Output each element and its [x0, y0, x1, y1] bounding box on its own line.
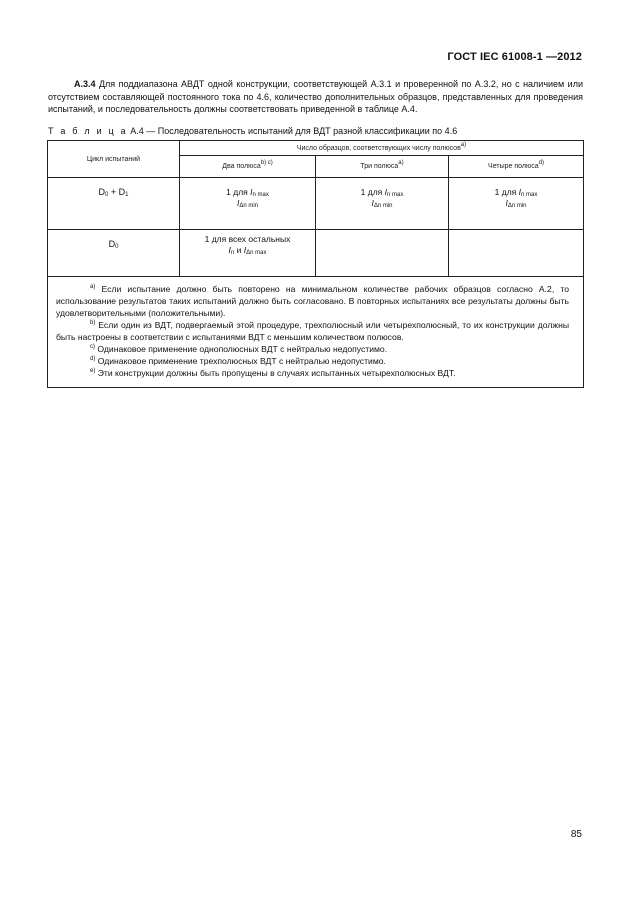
- page-number: 85: [570, 829, 582, 840]
- cell-three-pole-empty: [316, 230, 449, 277]
- symbol-sub: n max: [252, 192, 269, 198]
- cell-text: и: [234, 245, 244, 255]
- header-three-pole: [316, 156, 449, 178]
- note-text: Если один из ВДТ, подвергаемый этой процедуре, трехполюсный или четырехполюсный, то их конструкции должны быть настроены в соответствии с испытаниями ВДТ с меньшим количеством полюсов.: [56, 320, 570, 342]
- symbol-sub: Δn min: [507, 203, 527, 209]
- symbol-i: I: [228, 245, 231, 255]
- header-two-pole-note: b) c): [260, 160, 273, 167]
- symbol-sub: n max: [521, 192, 538, 198]
- table-note: [56, 319, 569, 343]
- cycle-d0-d1: [48, 178, 180, 230]
- header-three-pole-note: a): [398, 160, 404, 167]
- header-test-cycle: Цикл испытаний: [48, 141, 180, 178]
- table-notes-row: [48, 277, 584, 388]
- header-three-pole-label: Три полюса: [360, 163, 399, 171]
- standard-header: ГОСТ IEC 61008-1 —2012: [447, 51, 582, 63]
- intro-paragraph: [48, 78, 583, 116]
- note-mark: d): [90, 356, 96, 362]
- note-text: Одинаковое применение однополюсных ВДТ с нейтралью недопустимо.: [97, 344, 388, 354]
- symbol-i: I: [518, 187, 521, 197]
- header-four-pole-label: Четыре полюса: [488, 163, 539, 171]
- table-note: [56, 283, 569, 319]
- table-note: [56, 343, 569, 355]
- header-four-pole-note: d): [538, 160, 544, 167]
- table-row: [48, 230, 584, 277]
- cell-text: 1 для: [494, 187, 519, 197]
- cell-text: 1 для: [360, 187, 385, 197]
- table-notes: [48, 277, 584, 388]
- note-mark: c): [90, 344, 95, 350]
- header-four-pole: [449, 156, 584, 178]
- clause-number: А.3.4: [74, 79, 96, 89]
- cycle-subscript-2: 1: [125, 192, 129, 198]
- symbol-i: I: [243, 245, 247, 255]
- cell-four-pole: [449, 178, 584, 230]
- test-sequence-table: [47, 140, 584, 388]
- note-text: Эти конструкции должны быть пропущены в случаях испытанных четырехполюсных ВДТ.: [97, 368, 456, 378]
- cycle-plus: + D: [108, 187, 126, 197]
- header-sample-count: [180, 141, 584, 156]
- cell-two-pole: [180, 178, 316, 230]
- table-caption-prefix: Т а б л и ц а: [48, 126, 128, 136]
- note-mark: e): [90, 368, 96, 374]
- note-mark: b): [90, 320, 96, 326]
- symbol-sub: Δn max: [246, 250, 267, 256]
- cycle-letter: D: [98, 187, 106, 197]
- table-note: [56, 355, 569, 367]
- cell-two-pole: [180, 230, 316, 277]
- symbol-i: I: [505, 198, 508, 208]
- cell-text: 1 для: [226, 187, 251, 197]
- header-sample-count-label: Число образцов, соответствующих числу полюсов: [296, 144, 461, 152]
- table-row: [48, 178, 584, 230]
- table-caption: [48, 126, 457, 136]
- table-note: [56, 367, 569, 379]
- header-two-pole-label: Два полюса: [222, 163, 261, 171]
- note-mark: a): [90, 284, 96, 290]
- note-text: Одинаковое применение трехполюсных ВДТ с нейтралью недопустимо.: [97, 356, 386, 366]
- cell-text: 1 для всех остальных: [204, 234, 291, 244]
- symbol-i: I: [250, 187, 253, 197]
- cycle-letter: D: [108, 239, 116, 249]
- symbol-sub: n: [230, 250, 235, 256]
- cell-three-pole: [316, 178, 449, 230]
- note-text: Если испытание должно быть повторено на минимальном количестве рабочих образцов согласно А.2, то использование результатов таких испытаний должно быть согласовано. В повторных испытаниях все результаты должны быть удовлетворительными (положительными).: [56, 284, 569, 318]
- table-caption-text: А.4 — Последовательность испытаний для ВДТ разной классификации по 4.6: [130, 126, 458, 136]
- symbol-sub: Δn min: [373, 203, 393, 209]
- cycle-subscript: 0: [105, 192, 109, 198]
- symbol-i: I: [384, 187, 387, 197]
- header-two-pole: [180, 156, 316, 178]
- cycle-d0: [48, 230, 180, 277]
- symbol-sub: n max: [387, 192, 404, 198]
- header-sample-count-note: a): [460, 141, 467, 148]
- symbol-i: I: [371, 198, 374, 208]
- symbol-sub: Δn min: [239, 203, 259, 209]
- symbol-i: I: [236, 198, 240, 208]
- cell-four-pole-empty: [449, 230, 584, 277]
- cycle-subscript: 0: [115, 244, 119, 250]
- intro-text: Для поддиапазона АВДТ одной конструкции, соответствующей А.3.1 и проверенной по А.3.2, но с наличием или отсутствием составляющей постоянного тока по 4.6, количество дополнительных образцов, представленных для проведения испытаний, и последовательность должны соответствовать приведенной в таблице А.4.: [48, 79, 583, 115]
